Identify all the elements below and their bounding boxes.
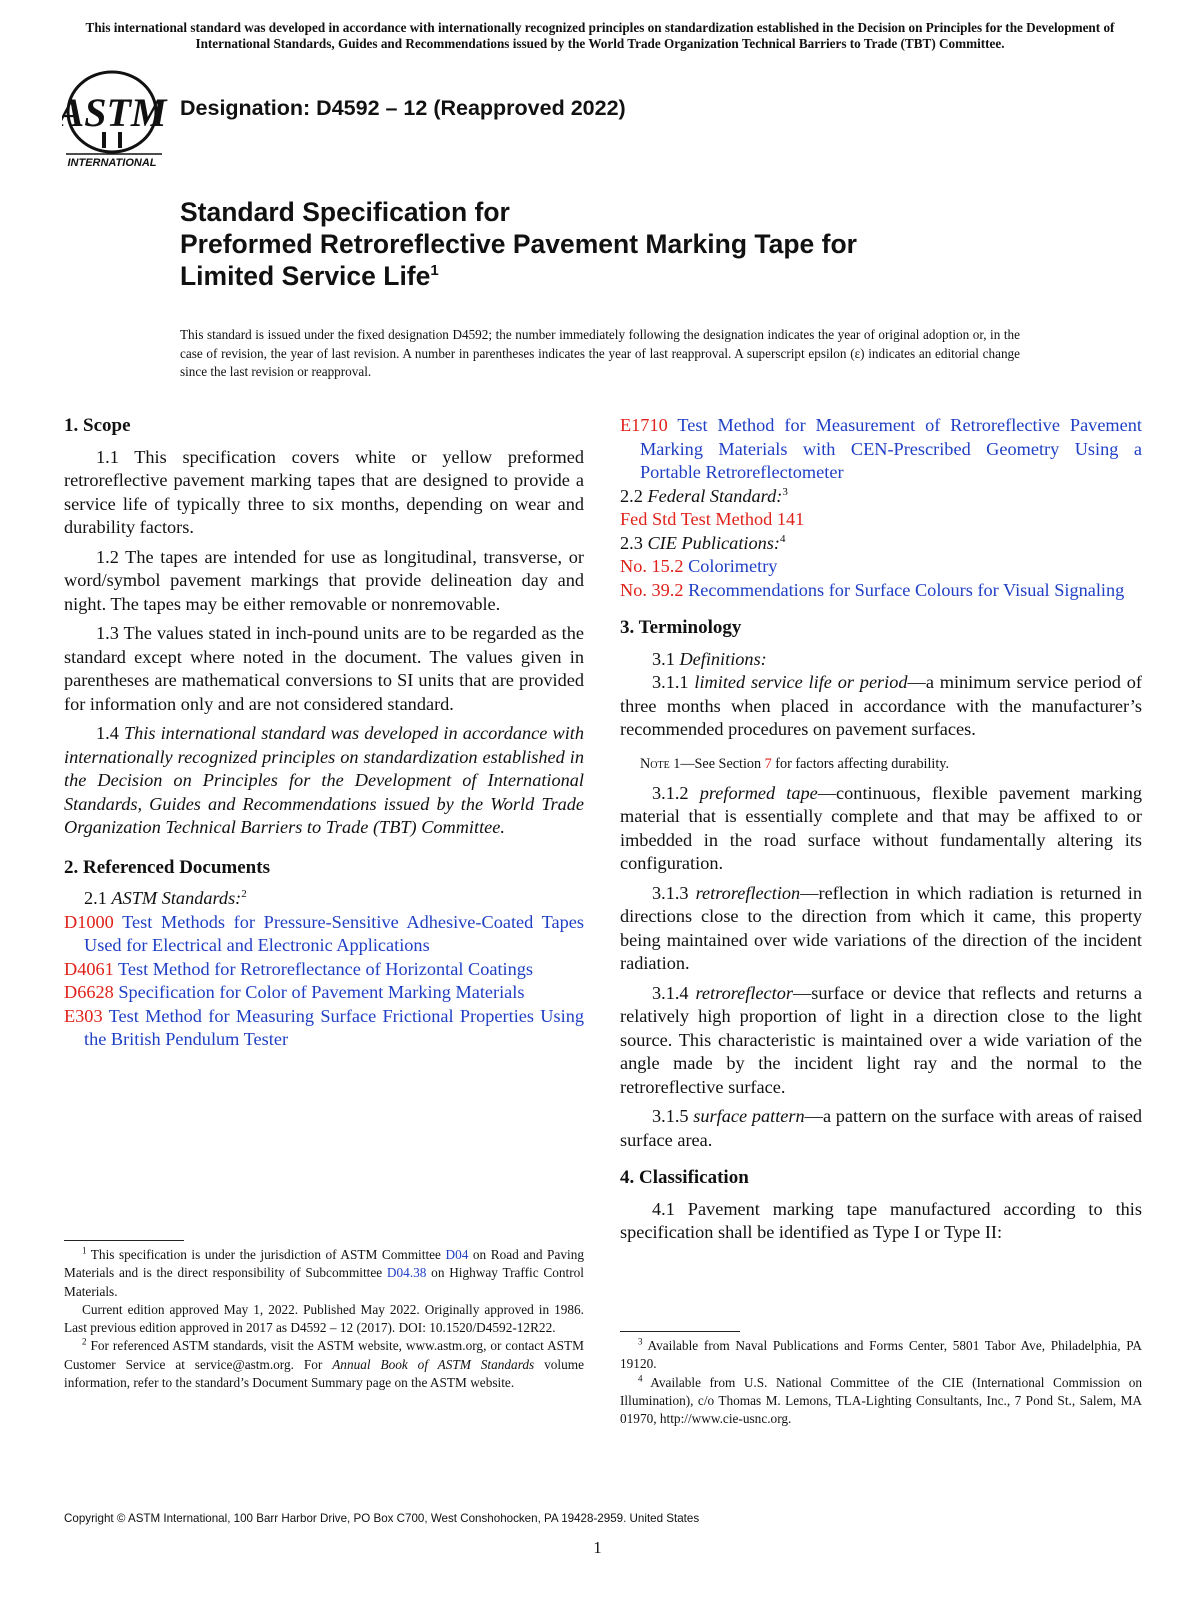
def-text: —a pattern on the surface with areas of raised surface area.	[620, 1106, 1142, 1150]
subsection-2-1-sup: 2	[241, 887, 247, 900]
subsection-2-1-num: 2.1	[84, 888, 107, 908]
page-number: 1	[593, 1538, 602, 1557]
ref-cie-39-2	[620, 579, 1142, 603]
fn-marker: 4	[638, 1373, 643, 1384]
para-1-2: 1.2 The tapes are intended for use as longitudinal, transverse, or word/symbol pavement markings that provide delineation day and night. The tapes may be either removable or nonremovable.	[64, 546, 584, 614]
def-term: retroreflection	[695, 882, 801, 903]
ref-title-link[interactable]: Test Method for Measurement of Retroreflective Pavement Marking Materials with CEN-Prescribed Geometry Using a Portable Retroreflectometer	[640, 415, 1142, 482]
logo-text: ASTM	[62, 90, 167, 135]
subsection-2-3-label: CIE Publications:	[647, 532, 780, 553]
section-7-link[interactable]: 7	[764, 755, 772, 772]
def-term: retroreflector	[695, 982, 793, 1003]
section-2-heading: 2. Referenced Documents	[64, 856, 270, 878]
definition-3-1-1	[620, 671, 1142, 742]
def-term: limited service life or period	[694, 672, 908, 692]
title-line-3-text: Limited Service Life	[180, 261, 431, 291]
ref-title-link[interactable]: Specification for Color of Pavement Marking Materials	[118, 982, 525, 1002]
note-post: for factors affecting durability.	[771, 755, 950, 772]
astm-logo	[62, 68, 170, 168]
para-4-1: 4.1 Pavement marking tape manufactured according to this specification shall be identified as Type I or Type II:	[620, 1198, 1142, 1242]
subsection-2-2-sup: 3	[782, 485, 788, 498]
designation: Designation: D4592 – 12 (Reapproved 2022)	[180, 96, 626, 120]
para-1-4	[64, 722, 584, 840]
para-1-1: 1.1 This specification covers white or yellow preformed retroreflective pavement marking tapes that are designed to provide a service life of typically three to six months, depending on wear and durability factors.	[64, 446, 584, 537]
fn-text: For referenced ASTM standards, visit the ASTM website, www.astm.org, or contact ASTM Customer Service at service@astm.org. For	[64, 1338, 585, 1372]
footnotes-left	[64, 1246, 584, 1392]
ref-cie-15-2	[620, 555, 1142, 579]
copyright: Copyright © ASTM International, 100 Barr Harbor Drive, PO Box C700, West Conshohocken, PA 19428-2959. United States	[64, 1512, 700, 1525]
def-num: 3.1.4	[652, 982, 689, 1003]
para-1-3: 1.3 The values stated in inch-pound units are to be regarded as the standard except where noted in the document. The values given in parentheses are mathematical conversions to SI units that are provided for information only and are not considered standard.	[64, 623, 584, 714]
fn-text: on Highway Traffic Control Materials.	[64, 1265, 585, 1299]
fn-text: Available from Naval Publications and Forms Center, 5801 Tabor Ave, Philadelphia, PA 19120.	[620, 1338, 1142, 1372]
ref-title-link[interactable]: Test Method for Retroreflectance of Horizontal Coatings	[118, 958, 534, 979]
section-4-heading: 4. Classification	[620, 1167, 749, 1188]
subsection-2-2-num: 2.2	[620, 485, 643, 506]
fn-marker: 1	[82, 1245, 87, 1256]
footnote-rule-left	[64, 1240, 184, 1241]
ref-code-link[interactable]: No. 15.2	[620, 556, 684, 576]
def-num: 3.1.3	[652, 882, 689, 903]
subsection-3-1-label: Definitions:	[679, 648, 767, 669]
def-text: —a minimum service period of three months when placed in accordance with the manufacturer’s recommended procedures on pavement surfaces.	[620, 672, 1142, 739]
ref-title-link[interactable]: Recommendations for Surface Colours for Visual Signaling	[688, 579, 1125, 600]
subsection-2-2	[620, 485, 1142, 509]
committee-d04-link[interactable]: D04	[445, 1247, 469, 1262]
fn-text: on Road and Paving Materials and is the direct responsibility of Subcommittee	[64, 1247, 584, 1281]
fn-text: volume information, refer to the standard’s Document Summary page on the ASTM website.	[64, 1356, 584, 1391]
fn-marker: 2	[82, 1337, 87, 1348]
left-column	[64, 414, 584, 1052]
ref-title-link[interactable]: Colorimetry	[688, 556, 778, 576]
def-text: —continuous, flexible pavement marking material that is essentially complete and that may be affixed to or imbedded in the road surface without fundamentally altering its configuration.	[620, 782, 1143, 873]
ref-d4061	[64, 958, 584, 982]
ref-code-link[interactable]: D1000	[64, 911, 114, 932]
ref-d6628	[64, 981, 584, 1005]
ref-title-link[interactable]: Test Method for Measuring Surface Frictional Properties Using the British Pendulum Tester	[84, 1005, 584, 1049]
logo-sub: INTERNATIONAL	[67, 157, 157, 168]
title-footnote-marker: 1	[430, 262, 439, 280]
ref-e303	[64, 1005, 584, 1052]
title-line-1: Standard Specification for	[180, 197, 510, 227]
footnote-1	[64, 1246, 584, 1301]
subsection-2-3-sup: 4	[779, 532, 786, 545]
astm-logo-icon	[62, 68, 170, 168]
def-text: —reflection in which radiation is returned in directions close to the direction from which it came, this property being maintained over wide variations of the direction of the incident radiation.	[620, 882, 1142, 973]
title-line-2: Preformed Retroreflective Pavement Marking Tape for	[180, 229, 857, 259]
ref-code-link[interactable]: E1710	[620, 415, 668, 435]
fn-marker: 3	[638, 1336, 643, 1347]
subsection-2-2-label: Federal Standard:	[647, 485, 783, 506]
section-1-heading: 1. Scope	[64, 415, 131, 436]
subcommittee-d04-38-link[interactable]: D04.38	[386, 1265, 427, 1281]
definition-3-1-3	[620, 882, 1142, 976]
note-1	[620, 754, 1142, 774]
para-1-4-text: This international standard was developed in accordance with internationally recognized principles on standardization established in the Decision on Principles for the Development of International Standards, Guides and Recommendations issued by the World Trade Organization Technical Barriers to Trade (TBT) Committee.	[64, 723, 584, 837]
ref-e1710	[620, 414, 1142, 485]
footnotes-right	[620, 1337, 1142, 1428]
issued-note: This standard is issued under the fixed designation D4592; the number immediately following the designation indicates the year of original adoption or, in the case of revision, the year of last revision. A number in parentheses indicates the year of last reapproval. A superscript epsilon (ε) indicates an editorial change since the last revision or reapproval.	[180, 327, 1020, 379]
top-note: This international standard was developed in accordance with internationally recognized principles on standardization established in the Decision on Principles for the Development of International Standards, Guides and Recommendations issued by the World Trade Organization Technical Barriers to Trade (TBT) Committee.	[85, 20, 1115, 51]
section-3-heading: 3. Terminology	[620, 617, 742, 638]
subsection-2-3-num: 2.3	[620, 532, 643, 553]
def-num: 3.1.5	[652, 1106, 689, 1126]
fn-text: This specification is under the jurisdiction of ASTM Committee	[90, 1247, 446, 1262]
fn-italic: Annual Book of ASTM Standards	[332, 1356, 535, 1372]
subsection-3-1	[620, 648, 1142, 672]
subsection-2-1-label: ASTM Standards:	[111, 888, 242, 908]
document-title	[180, 196, 857, 292]
definition-3-1-4	[620, 982, 1142, 1100]
ref-code-link[interactable]: E303	[64, 1005, 103, 1026]
def-num: 3.1.1	[652, 672, 689, 692]
note-label: Note 1	[640, 755, 681, 772]
subsection-2-3	[620, 532, 1142, 556]
footnote-2	[64, 1337, 584, 1392]
para-1-4-num: 1.4	[96, 723, 119, 743]
ref-code-link[interactable]: No. 39.2	[620, 579, 684, 600]
ref-code-link[interactable]: D4061	[64, 958, 114, 979]
ref-code-link[interactable]: D6628	[64, 982, 114, 1002]
ref-d1000	[64, 911, 584, 958]
ref-title-link[interactable]: Test Methods for Pressure-Sensitive Adhesive-Coated Tapes Used for Electrical and Electronic Applications	[84, 911, 585, 955]
def-term: preformed tape	[699, 782, 818, 803]
footnote-rule-right	[620, 1331, 740, 1332]
footnote-3	[620, 1337, 1142, 1374]
note-pre: —See Section	[680, 755, 765, 772]
footnote-4	[620, 1374, 1142, 1429]
right-column	[620, 414, 1142, 1251]
subsection-2-1	[64, 887, 584, 911]
definition-3-1-5	[620, 1105, 1142, 1152]
title-line-3	[180, 260, 857, 292]
def-text: —surface or device that reflects and returns a relatively high proportion of light in a direction close to the light source. This characteristic is maintained over a wide variation of the angle made by the incident light ray and the normal to the retroreflective surface.	[620, 982, 1142, 1097]
footnote-1-edition: Current edition approved May 1, 2022. Published May 2022. Originally approved in 1986. Last previous edition approved in 2017 as D4592 – 12 (2017). DOI: 10.1520/D4592-12R22.	[64, 1301, 584, 1336]
def-num: 3.1.2	[652, 782, 689, 803]
definition-3-1-2	[620, 782, 1142, 876]
subsection-3-1-num: 3.1	[652, 648, 675, 669]
fed-std-link[interactable]: Fed Std Test Method 141	[620, 509, 805, 529]
fn-text: Available from U.S. National Committee of the CIE (International Commission on Illumination), c/o Thomas M. Lemons, TLA-Lighting Consultants, Inc., 7 Pond St., Salem, MA 01970, http://www.cie-usnc.org.	[620, 1374, 1143, 1427]
def-term: surface pattern	[693, 1106, 805, 1126]
